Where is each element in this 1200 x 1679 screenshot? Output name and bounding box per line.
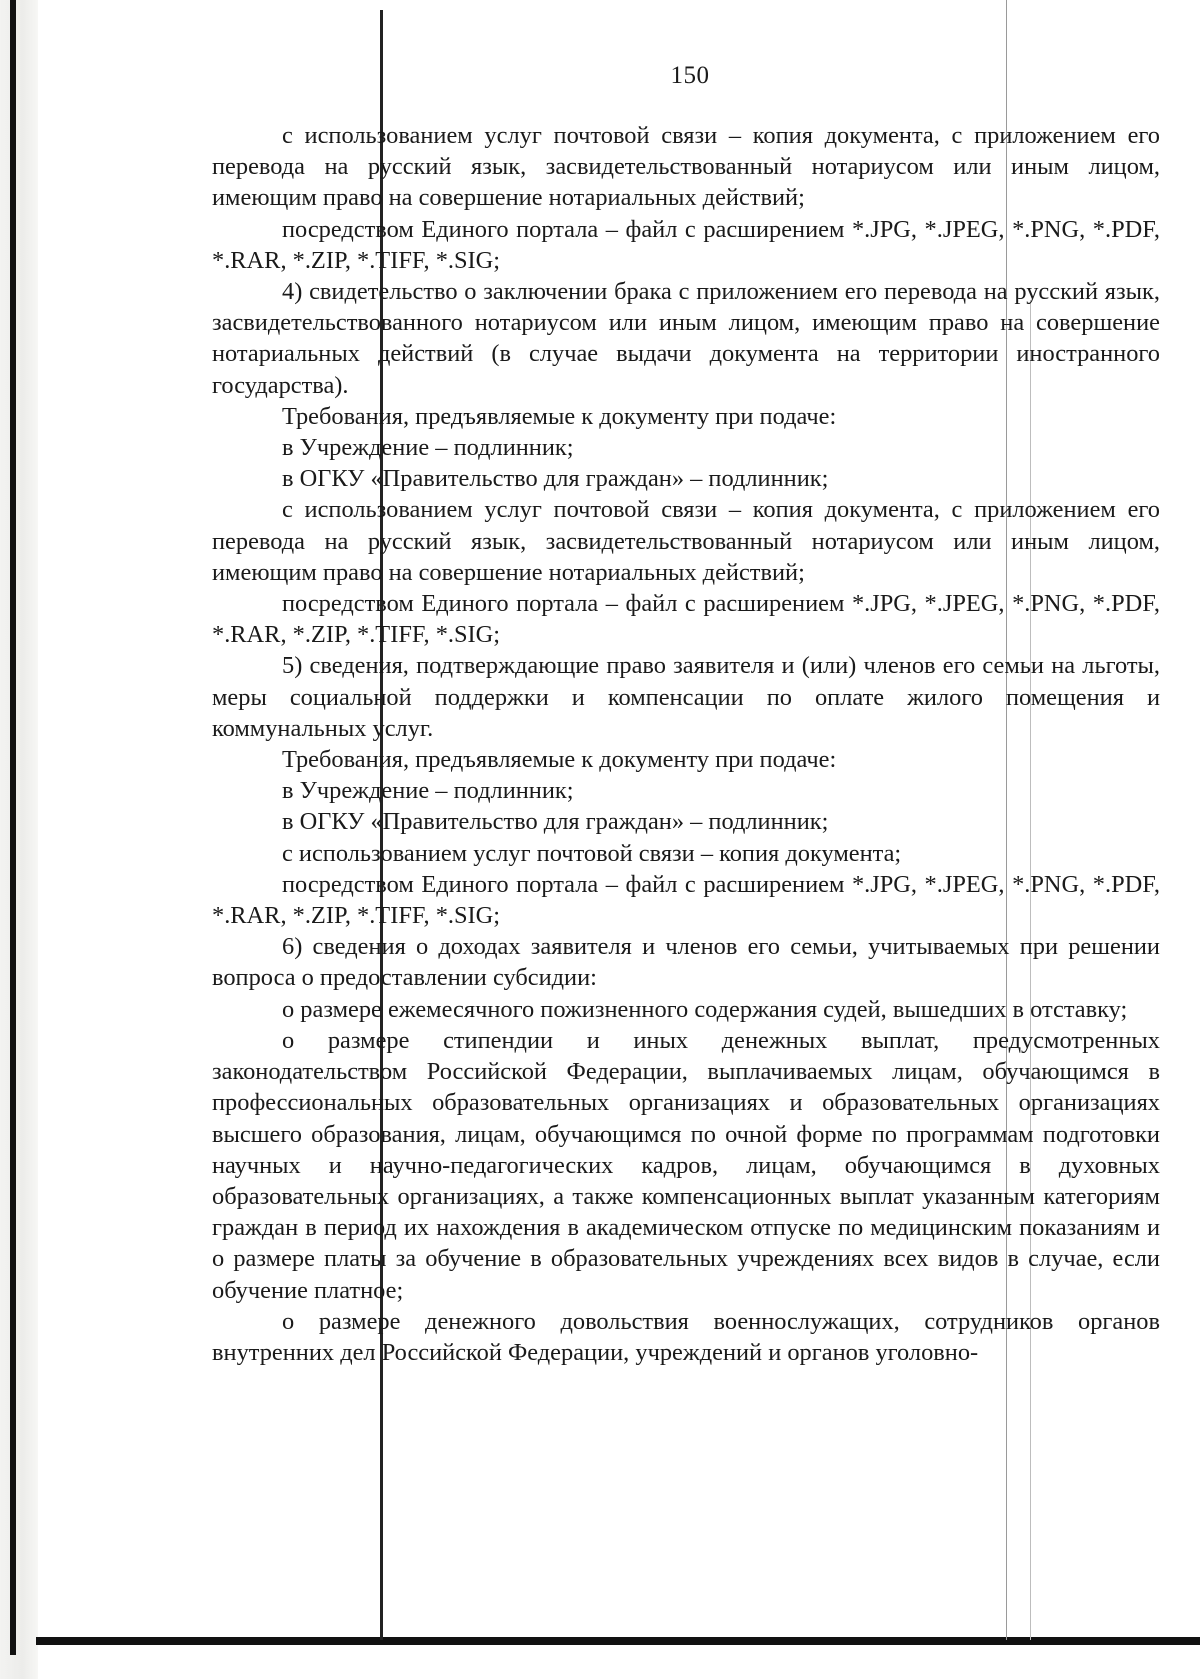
- paragraph: 6) сведения о доходах заявителя и членов его семьи, учитываемых при решении вопроса о предоставлении субсидии:: [212, 933, 1160, 992]
- paragraph: 4) свидетельство о заключении брака с приложением его перевода на русский язык, засвидетельствованного нотариусом или иным лицом, имеющим право на совершение нотариальных действий (в случае выдачи документа на территории иностранного государства).: [212, 278, 1160, 399]
- paragraph: посредством Единого портала – файл с расширением *.JPG, *.JPEG, *.PNG, *.PDF, *.RAR, *.ZIP, *.TIFF, *.SIG;: [212, 590, 1160, 649]
- paragraph: о размере ежемесячного пожизненного содержания судей, вышедших в отставку;: [282, 995, 1128, 1023]
- scan-left-border: [10, 0, 16, 1655]
- paragraph: Требования, предъявляемые к документу при подаче:: [282, 402, 837, 430]
- paragraph: 5) сведения, подтверждающие право заявителя и (или) членов его семьи на льготы, меры социальной поддержки и компенсации по оплате жилого помещения и коммунальных услуг.: [212, 652, 1160, 742]
- paragraph: посредством Единого портала – файл с расширением *.JPG, *.JPEG, *.PNG, *.PDF, *.RAR, *.ZIP, *.TIFF, *.SIG;: [212, 215, 1160, 274]
- scan-margin: [0, 0, 38, 1679]
- paragraph: о размере денежного довольствия военнослужащих, сотрудников органов внутренних дел Российской Федерации, учреждений и органов уголовно-: [212, 1307, 1160, 1366]
- paragraph: в Учреждение – подлинник;: [282, 777, 574, 805]
- paragraph: с использованием услуг почтовой связи – копия документа, с приложением его перевода на русский язык, засвидетельствованный нотариусом или иным лицом, имеющим право на совершение нотариальных действий;: [212, 496, 1160, 586]
- paragraph: с использованием услуг почтовой связи – копия документа;: [282, 839, 902, 867]
- paragraph: в ОГКУ «Правительство для граждан» – подлинник;: [282, 808, 829, 836]
- paragraph: Требования, предъявляемые к документу при подаче:: [282, 746, 837, 774]
- document-body: [212, 120, 1160, 1368]
- paragraph: с использованием услуг почтовой связи – копия документа, с приложением его перевода на русский язык, засвидетельствованный нотариусом или иным лицом, имеющим право на совершение нотариальных действий;: [212, 122, 1160, 212]
- paragraph: в ОГКУ «Правительство для граждан» – подлинник;: [282, 465, 829, 493]
- paragraph: в Учреждение – подлинник;: [282, 434, 574, 462]
- page-number: 150: [670, 62, 710, 89]
- scan-bottom-border: [36, 1637, 1200, 1645]
- paragraph: посредством Единого портала – файл с расширением *.JPG, *.JPEG, *.PNG, *.PDF, *.RAR, *.ZIP, *.TIFF, *.SIG;: [212, 870, 1160, 930]
- paragraph: о размере стипендии и иных денежных выплат, предусмотренных законодательством Российской Федерации, выплачиваемых лицам, обучающимся в профессиональных образовательных организациях и образовательных организациях высшего образования, лицам, обучающимся по очной форме по программам подготовки научных и научно-педагогических кадров, лицам, обучающимся в духовных образовательных организациях, а также компенсационных выплат указанным категориям граждан в период их нахождения в академическом отпуске по медицинским показаниям и о размере платы за обучение в образовательных учреждениях всех видов в случае, если обучение платное;: [212, 1026, 1160, 1304]
